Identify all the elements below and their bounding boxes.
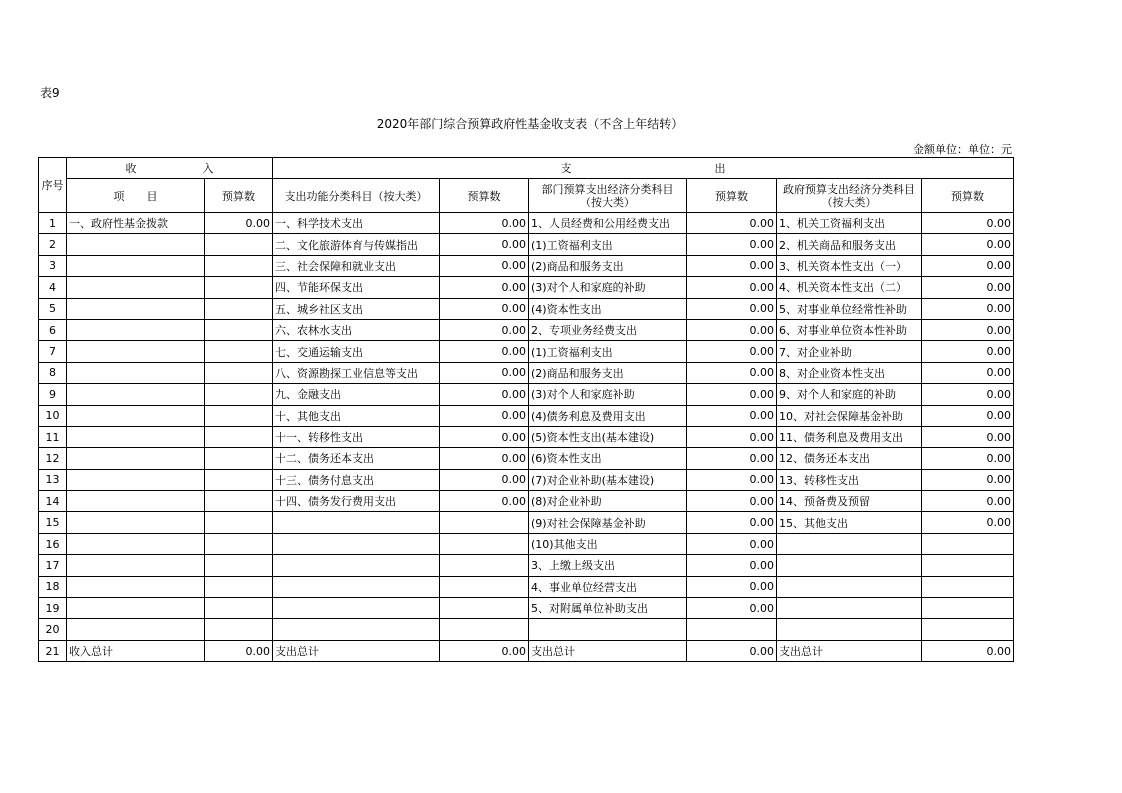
func-item (273, 576, 440, 597)
gov-item (777, 533, 922, 554)
gov-item: 6、对事业单位资本性补助 (777, 319, 922, 340)
income-item (67, 255, 205, 276)
dept-amount: 0.00 (687, 234, 777, 255)
dept-item: (4)债务利息及费用支出 (529, 405, 687, 426)
income-item (67, 598, 205, 619)
gov-amount: 0.00 (922, 362, 1014, 383)
gov-amount (922, 555, 1014, 576)
income-amount (205, 491, 273, 512)
table-row (39, 255, 1014, 276)
dept-item: (4)资本性支出 (529, 298, 687, 319)
gov-amount: 0.00 (922, 405, 1014, 426)
header-income-budget: 预算数 (205, 179, 273, 213)
income-item (67, 277, 205, 298)
gov-amount: 0.00 (922, 298, 1014, 319)
func-item: 八、资源勘探工业信息等支出 (273, 362, 440, 383)
dept-item: (3)对个人和家庭补助 (529, 384, 687, 405)
func-item: 四、节能环保支出 (273, 277, 440, 298)
dept-amount: 0.00 (687, 491, 777, 512)
gov-item: 1、机关工资福利支出 (777, 213, 922, 234)
row-seq: 18 (39, 576, 67, 597)
func-item (273, 512, 440, 533)
row-seq: 19 (39, 598, 67, 619)
dept-amount: 0.00 (687, 255, 777, 276)
dept-amount: 0.00 (687, 319, 777, 340)
dept-amount: 0.00 (687, 341, 777, 362)
header-item: 项 目 (67, 179, 205, 213)
row-seq: 8 (39, 362, 67, 383)
table-row (39, 491, 1014, 512)
func-item: 五、城乡社区支出 (273, 298, 440, 319)
table-row (39, 469, 1014, 490)
dept-item: (9)对社会保障基金补助 (529, 512, 687, 533)
header-dept-budget: 预算数 (687, 179, 777, 213)
func-amount: 0.00 (440, 255, 529, 276)
func-amount: 0.00 (440, 640, 529, 661)
gov-amount (922, 533, 1014, 554)
gov-amount (922, 619, 1014, 640)
func-amount: 0.00 (440, 426, 529, 447)
table-row (39, 341, 1014, 362)
gov-amount: 0.00 (922, 234, 1014, 255)
income-item (67, 469, 205, 490)
gov-item (777, 619, 922, 640)
dept-item: 2、专项业务经费支出 (529, 319, 687, 340)
func-amount (440, 598, 529, 619)
func-amount (440, 512, 529, 533)
dept-amount: 0.00 (687, 362, 777, 383)
income-item (67, 234, 205, 255)
row-seq: 6 (39, 319, 67, 340)
income-item (67, 298, 205, 319)
income-item (67, 384, 205, 405)
dept-item: (1)工资福利支出 (529, 341, 687, 362)
row-seq: 15 (39, 512, 67, 533)
income-item (67, 576, 205, 597)
table-row (39, 598, 1014, 619)
gov-amount: 0.00 (922, 426, 1014, 447)
table-row (39, 405, 1014, 426)
dept-amount: 0.00 (687, 598, 777, 619)
gov-item: 7、对企业补助 (777, 341, 922, 362)
func-amount: 0.00 (440, 469, 529, 490)
dept-amount: 0.00 (687, 512, 777, 533)
func-amount: 0.00 (440, 491, 529, 512)
gov-amount: 0.00 (922, 277, 1014, 298)
gov-amount: 0.00 (922, 448, 1014, 469)
func-item (273, 619, 440, 640)
gov-item: 11、债务利息及费用支出 (777, 426, 922, 447)
row-seq: 13 (39, 469, 67, 490)
func-item: 三、社会保障和就业支出 (273, 255, 440, 276)
gov-item (777, 576, 922, 597)
dept-item: 1、人员经费和公用经费支出 (529, 213, 687, 234)
gov-item: 2、机关商品和服务支出 (777, 234, 922, 255)
table-row (39, 277, 1014, 298)
func-item: 九、金融支出 (273, 384, 440, 405)
func-amount: 0.00 (440, 234, 529, 255)
row-seq: 20 (39, 619, 67, 640)
func-item: 十二、债务还本支出 (273, 448, 440, 469)
dept-item: (2)商品和服务支出 (529, 255, 687, 276)
dept-item (529, 619, 687, 640)
header-row-top (39, 158, 1014, 179)
table-row (39, 213, 1014, 234)
dept-amount: 0.00 (687, 448, 777, 469)
table-row (39, 362, 1014, 383)
func-item: 一、科学技术支出 (273, 213, 440, 234)
row-seq: 16 (39, 533, 67, 554)
dept-item: (5)资本性支出(基本建设) (529, 426, 687, 447)
row-seq: 17 (39, 555, 67, 576)
func-amount (440, 533, 529, 554)
func-item: 十四、债务发行费用支出 (273, 491, 440, 512)
row-seq: 5 (39, 298, 67, 319)
row-seq: 4 (39, 277, 67, 298)
dept-item: (6)资本性支出 (529, 448, 687, 469)
income-amount (205, 362, 273, 383)
income-amount (205, 619, 273, 640)
row-seq: 1 (39, 213, 67, 234)
func-item (273, 598, 440, 619)
budget-table (38, 157, 1014, 662)
gov-item: 4、机关资本性支出（二） (777, 277, 922, 298)
gov-amount: 0.00 (922, 213, 1014, 234)
income-item (67, 319, 205, 340)
gov-amount: 0.00 (922, 255, 1014, 276)
gov-amount (922, 598, 1014, 619)
income-item (67, 448, 205, 469)
func-item: 十、其他支出 (273, 405, 440, 426)
row-seq: 10 (39, 405, 67, 426)
row-seq: 3 (39, 255, 67, 276)
income-amount (205, 405, 273, 426)
func-item (273, 555, 440, 576)
income-amount (205, 555, 273, 576)
dept-item: (8)对企业补助 (529, 491, 687, 512)
func-amount: 0.00 (440, 213, 529, 234)
gov-item (777, 598, 922, 619)
dept-amount: 0.00 (687, 469, 777, 490)
income-item (67, 341, 205, 362)
row-seq: 12 (39, 448, 67, 469)
table-row (39, 448, 1014, 469)
dept-item: (1)工资福利支出 (529, 234, 687, 255)
dept-item: (10)其他支出 (529, 533, 687, 554)
table-row (39, 640, 1014, 661)
func-amount: 0.00 (440, 448, 529, 469)
income-item (67, 426, 205, 447)
gov-amount: 0.00 (922, 491, 1014, 512)
func-amount: 0.00 (440, 319, 529, 340)
page-title: 2020年部门综合预算政府性基金收支表（不含上年结转） (376, 117, 684, 131)
income-amount (205, 512, 273, 533)
table-body (39, 213, 1014, 662)
func-item: 六、农林水支出 (273, 319, 440, 340)
header-dept-econ: 部门预算支出经济分类科目（按大类） (529, 179, 687, 213)
income-amount (205, 598, 273, 619)
header-func-class: 支出功能分类科目（按大类） (273, 179, 440, 213)
income-amount: 0.00 (205, 640, 273, 661)
gov-amount: 0.00 (922, 341, 1014, 362)
func-item: 二、文化旅游体育与传媒指出 (273, 234, 440, 255)
income-amount (205, 298, 273, 319)
dept-item: 5、对附属单位补助支出 (529, 598, 687, 619)
table-row (39, 234, 1014, 255)
table-row (39, 319, 1014, 340)
income-amount (205, 576, 273, 597)
income-item (67, 362, 205, 383)
row-seq: 11 (39, 426, 67, 447)
gov-item: 支出总计 (777, 640, 922, 661)
gov-item: 9、对个人和家庭的补助 (777, 384, 922, 405)
header-gov-budget: 预算数 (922, 179, 1014, 213)
func-amount (440, 555, 529, 576)
gov-amount: 0.00 (922, 640, 1014, 661)
func-amount: 0.00 (440, 384, 529, 405)
income-amount (205, 448, 273, 469)
income-amount (205, 533, 273, 554)
func-amount (440, 576, 529, 597)
func-amount (440, 619, 529, 640)
header-gov-econ: 政府预算支出经济分类科目（按大类） (777, 179, 922, 213)
dept-amount: 0.00 (687, 555, 777, 576)
dept-amount: 0.00 (687, 640, 777, 661)
dept-amount: 0.00 (687, 277, 777, 298)
table-row (39, 512, 1014, 533)
dept-amount: 0.00 (687, 384, 777, 405)
func-item: 支出总计 (273, 640, 440, 661)
dept-item: 支出总计 (529, 640, 687, 661)
func-amount: 0.00 (440, 341, 529, 362)
income-item: 收入总计 (67, 640, 205, 661)
income-amount (205, 426, 273, 447)
gov-amount: 0.00 (922, 512, 1014, 533)
amount-unit-label: 金额单位：单位：元 (913, 143, 1012, 156)
gov-item: 5、对事业单位经常性补助 (777, 298, 922, 319)
func-amount: 0.00 (440, 405, 529, 426)
dept-item: (3)对个人和家庭的补助 (529, 277, 687, 298)
dept-amount: 0.00 (687, 213, 777, 234)
header-expense: 支 出 (273, 158, 1014, 179)
income-amount (205, 469, 273, 490)
dept-amount: 0.00 (687, 533, 777, 554)
func-item (273, 533, 440, 554)
income-amount (205, 234, 273, 255)
func-amount: 0.00 (440, 277, 529, 298)
func-amount: 0.00 (440, 298, 529, 319)
income-item (67, 555, 205, 576)
income-amount (205, 319, 273, 340)
row-seq: 14 (39, 491, 67, 512)
table-row (39, 619, 1014, 640)
dept-amount: 0.00 (687, 405, 777, 426)
header-seq: 序号 (39, 158, 67, 213)
gov-item: 8、对企业资本性支出 (777, 362, 922, 383)
table-row (39, 426, 1014, 447)
func-amount: 0.00 (440, 362, 529, 383)
gov-item: 3、机关资本性支出（一） (777, 255, 922, 276)
dept-amount: 0.00 (687, 426, 777, 447)
dept-item: (7)对企业补助(基本建设) (529, 469, 687, 490)
table-number: 表9 (40, 86, 60, 100)
gov-item: 13、转移性支出 (777, 469, 922, 490)
income-item (67, 405, 205, 426)
gov-item (777, 555, 922, 576)
table-row (39, 384, 1014, 405)
gov-amount (922, 576, 1014, 597)
income-amount (205, 341, 273, 362)
table-row (39, 298, 1014, 319)
header-func-budget: 预算数 (440, 179, 529, 213)
table-row (39, 555, 1014, 576)
income-amount (205, 255, 273, 276)
header-row-sub (39, 179, 1014, 213)
gov-item: 15、其他支出 (777, 512, 922, 533)
income-item (67, 512, 205, 533)
func-item: 十三、债务付息支出 (273, 469, 440, 490)
gov-amount: 0.00 (922, 319, 1014, 340)
gov-amount: 0.00 (922, 384, 1014, 405)
row-seq: 9 (39, 384, 67, 405)
income-amount (205, 384, 273, 405)
func-item: 七、交通运输支出 (273, 341, 440, 362)
row-seq: 21 (39, 640, 67, 661)
income-amount: 0.00 (205, 213, 273, 234)
func-item: 十一、转移性支出 (273, 426, 440, 447)
income-amount (205, 277, 273, 298)
dept-amount: 0.00 (687, 298, 777, 319)
income-item (67, 533, 205, 554)
table-row (39, 533, 1014, 554)
row-seq: 7 (39, 341, 67, 362)
header-income: 收 入 (67, 158, 273, 179)
gov-item: 12、债务还本支出 (777, 448, 922, 469)
dept-amount (687, 619, 777, 640)
dept-item: 3、上缴上级支出 (529, 555, 687, 576)
gov-item: 10、对社会保障基金补助 (777, 405, 922, 426)
income-item: 一、政府性基金拨款 (67, 213, 205, 234)
table-row (39, 576, 1014, 597)
dept-amount: 0.00 (687, 576, 777, 597)
gov-item: 14、预备费及预留 (777, 491, 922, 512)
income-item (67, 491, 205, 512)
income-item (67, 619, 205, 640)
dept-item: 4、事业单位经营支出 (529, 576, 687, 597)
dept-item: (2)商品和服务支出 (529, 362, 687, 383)
row-seq: 2 (39, 234, 67, 255)
gov-amount: 0.00 (922, 469, 1014, 490)
